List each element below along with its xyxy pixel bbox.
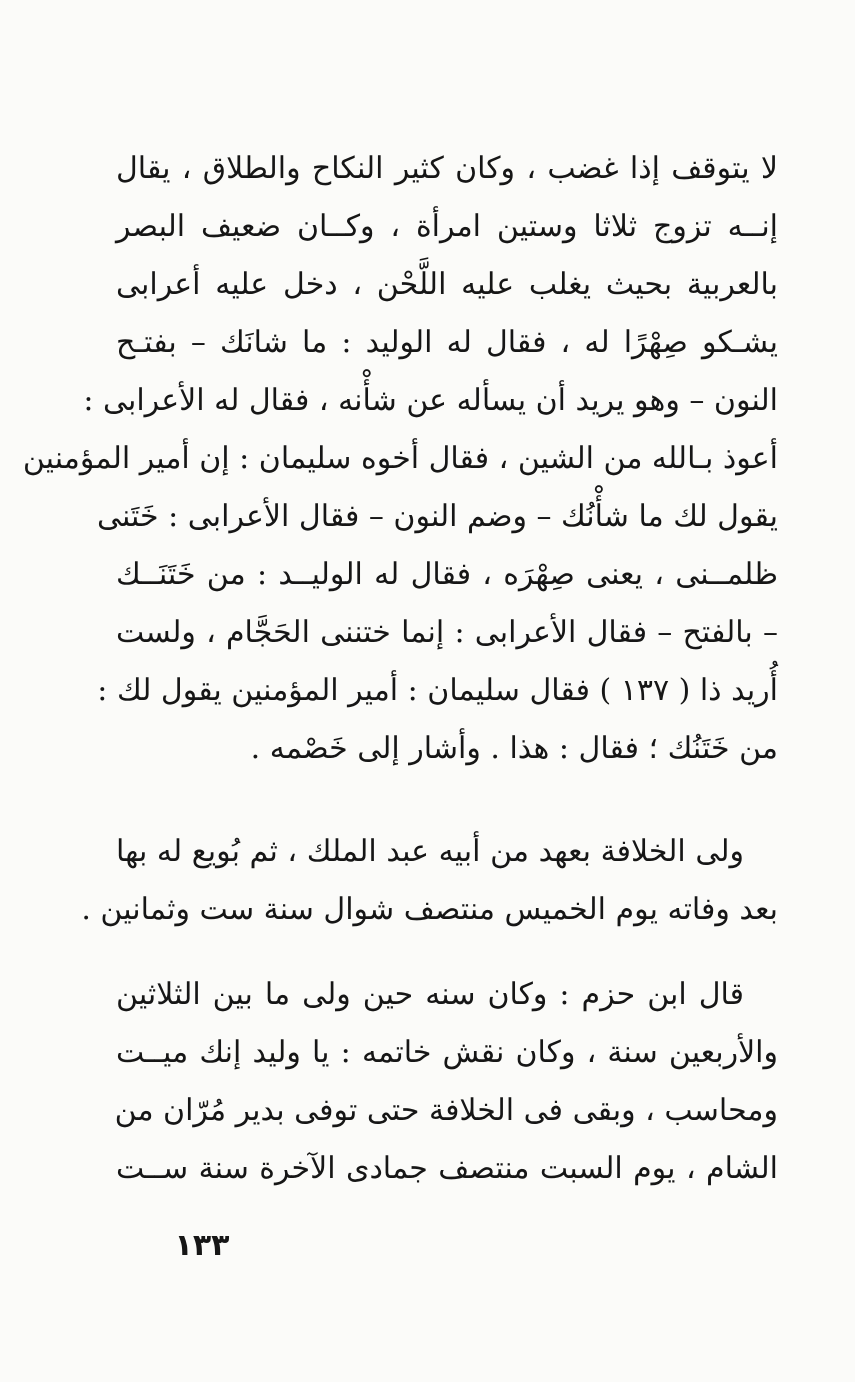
text-line: قال ابن حزم : وكان سنه حين ولى ما بين الثلاثين: [116, 977, 744, 1012]
paragraph-2: [81, 823, 778, 939]
text-line: أعوذ بـالله من الشين ، فقال أخوه سليمان : إن أمير المؤمنين: [22, 441, 778, 476]
text-line: إنــه تزوج ثلاثا وستين امرأة ، وكــان ضعيف البصر: [116, 209, 778, 244]
text-line: من خَتَنُك ؛ فقال : هذا . وأشار إلى خَصْمه .: [250, 731, 778, 766]
page-number: ١٣٣: [174, 1228, 230, 1263]
text-line: والأربعين سنة ، وكان نقش خاتمه : يا وليد إنك ميــت: [116, 1035, 778, 1070]
text-line: يقول لك ما شأْنُك – وضم النون – فقال الأعرابى : خَتَنى: [96, 499, 778, 534]
text-line: لا يتوقف إذا غضب ، وكان كثير النكاح والطلاق ، يقال: [116, 151, 778, 186]
text-line: النون – وهو يريد أن يسأله عن شأْنه ، فقال له الأعرابى :: [83, 383, 778, 418]
text-line: – بالفتح – فقال الأعرابى : إنما ختننى الحَجَّام ، ولست: [116, 615, 778, 650]
text-line: بالعربية بحيث يغلب عليه اللَّحْن ، دخل عليه أعرابى: [116, 267, 778, 302]
text-line: ولى الخلافة بعهد من أبيه عبد الملك ، ثم بُويع له بها: [116, 834, 744, 869]
text-line: بعد وفاته يوم الخميس منتصف شوال سنة ست وثمانين .: [81, 892, 778, 927]
paragraph-3: [116, 966, 778, 1198]
text-line: ظلمــنى ، يعنى صِهْرَه ، فقال له الوليــد : من خَتَنَــك: [116, 557, 778, 592]
text-line: يشـكو صِهْرًا له ، فقال له الوليد : ما شانَك – بفتـح: [116, 325, 778, 360]
text-line: أُريد ذا ( ١٣٧ ) فقال سليمان : أمير المؤمنين يقول لك :: [97, 673, 778, 708]
paragraph-1: [22, 140, 778, 778]
text-line: ومحاسب ، وبقى فى الخلافة حتى توفى بدير مُرّان من: [114, 1093, 778, 1128]
text-line: الشام ، يوم السبت منتصف جمادى الآخرة سنة ســت: [116, 1151, 778, 1186]
